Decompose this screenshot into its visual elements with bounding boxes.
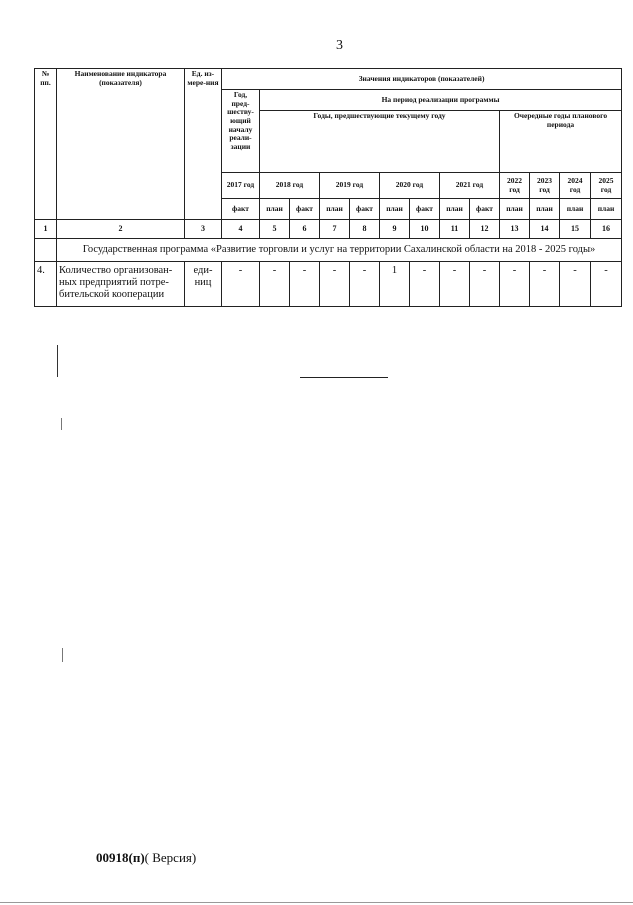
value-cell: - xyxy=(350,262,380,307)
year-2022: 2022 год xyxy=(500,173,530,199)
scan-artifact xyxy=(62,648,63,662)
row-indicator-name: Количество организован-ных предприятий потре-бительской кооперации xyxy=(57,262,185,307)
indicators-table xyxy=(34,68,622,307)
header-number: № пп. xyxy=(35,69,57,220)
column-number: 3 xyxy=(185,220,222,239)
column-number: 4 xyxy=(222,220,260,239)
program-row-number-cell xyxy=(35,239,57,262)
header-indicator-values: Значения индикаторов (показателей) xyxy=(222,69,622,90)
value-cell: - xyxy=(290,262,320,307)
year-2024: 2024 год xyxy=(560,173,591,199)
subheader-cell: план xyxy=(560,199,591,220)
subheader-cell: факт xyxy=(350,199,380,220)
subheader-cell: план xyxy=(320,199,350,220)
subheader-cell: факт xyxy=(222,199,260,220)
value-cell: - xyxy=(440,262,470,307)
value-cell: - xyxy=(470,262,500,307)
column-number: 10 xyxy=(410,220,440,239)
year-2020: 2020 год xyxy=(380,173,440,199)
column-number: 7 xyxy=(320,220,350,239)
column-number: 16 xyxy=(591,220,622,239)
column-number: 11 xyxy=(440,220,470,239)
year-2023: 2023 год xyxy=(530,173,560,199)
document-footer xyxy=(96,850,196,866)
column-number: 5 xyxy=(260,220,290,239)
footer-version: ( Версия) xyxy=(144,850,197,865)
value-cell: - xyxy=(591,262,622,307)
column-number: 15 xyxy=(560,220,591,239)
column-number: 8 xyxy=(350,220,380,239)
year-2021: 2021 год xyxy=(440,173,500,199)
subheader-cell: план xyxy=(591,199,622,220)
year-2019: 2019 год xyxy=(320,173,380,199)
subheader-cell: план xyxy=(440,199,470,220)
column-number: 6 xyxy=(290,220,320,239)
program-title: Государственная программа «Развитие торговли и услуг на территории Сахалинской области на 2018 - 2025 годы» xyxy=(57,239,622,262)
year-2025: 2025 год xyxy=(591,173,622,199)
scan-artifact xyxy=(57,345,58,377)
value-cell: - xyxy=(500,262,530,307)
subheader-cell: факт xyxy=(410,199,440,220)
column-number: 13 xyxy=(500,220,530,239)
value-cell: - xyxy=(222,262,260,307)
column-number: 14 xyxy=(530,220,560,239)
column-number: 1 xyxy=(35,220,57,239)
scan-artifact xyxy=(61,418,62,430)
subheader-cell: факт xyxy=(290,199,320,220)
value-cell: - xyxy=(260,262,290,307)
header-previous-years: Годы, предшествующие текущему году xyxy=(260,111,500,173)
column-number: 2 xyxy=(57,220,185,239)
value-cell: - xyxy=(320,262,350,307)
subheader-cell: план xyxy=(530,199,560,220)
header-indicator-name: Наименование индикатора (показателя) xyxy=(57,69,185,220)
year-2018: 2018 год xyxy=(260,173,320,199)
page-bottom-edge xyxy=(0,902,633,903)
page-number: 3 xyxy=(336,38,343,53)
year-2017: 2017 год xyxy=(222,173,260,199)
subheader-cell: план xyxy=(380,199,410,220)
row-number: 4. xyxy=(35,262,57,307)
footer-document-code: 00918(п) xyxy=(96,850,145,865)
subheader-cell: план xyxy=(260,199,290,220)
value-cell: 1 xyxy=(380,262,410,307)
value-cell: - xyxy=(530,262,560,307)
column-number: 9 xyxy=(380,220,410,239)
column-number: 12 xyxy=(470,220,500,239)
row-unit: еди-ниц xyxy=(185,262,222,307)
section-divider xyxy=(300,377,388,378)
header-planned-years: Очередные годы планового периода xyxy=(500,111,622,173)
value-cell: - xyxy=(410,262,440,307)
header-program-period: На период реализации программы xyxy=(260,90,622,111)
header-year-before-start: Год, пред-шеству-ющий началу реали-зации xyxy=(222,90,260,173)
value-cell: - xyxy=(560,262,591,307)
subheader-cell: факт xyxy=(470,199,500,220)
subheader-cell: план xyxy=(500,199,530,220)
header-unit: Ед. из-мере-ния xyxy=(185,69,222,220)
